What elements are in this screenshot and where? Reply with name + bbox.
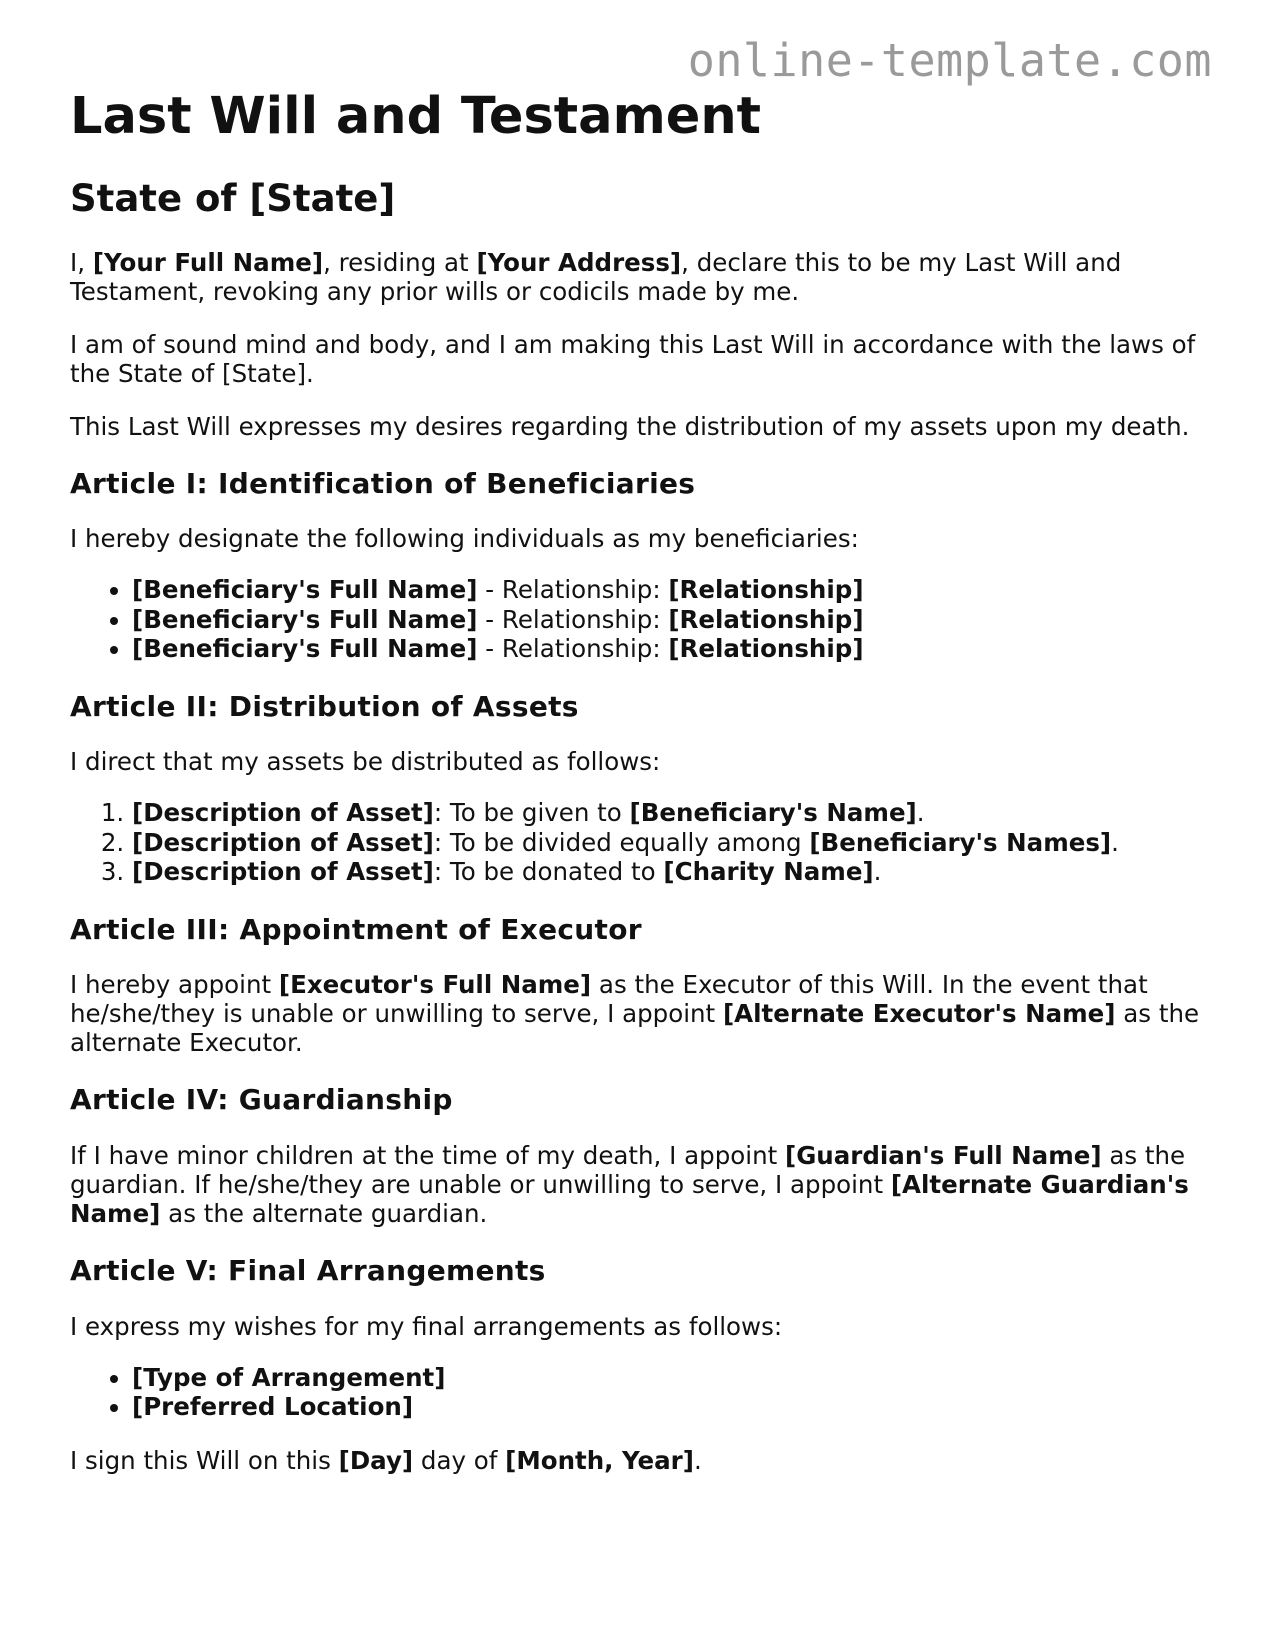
article-2-intro: I direct that my assets be distributed as follows: bbox=[70, 747, 661, 777]
intro-declaration: I, [Your Full Name], residing at [Your Address], declare this to be my Last Will and Testament, revoking any prior wills or codicils made by me. bbox=[70, 247, 1122, 306]
executor-name-placeholder: [Executor's Full Name] bbox=[278, 970, 592, 1000]
list-item: • [Beneficiary's Full Name] - Relationship: [Relationship] bbox=[132, 634, 1210, 664]
list-item: 2. [Description of Asset]: To be divided equally among [Beneficiary's Names]. bbox=[132, 828, 1210, 858]
watermark: online-template.com bbox=[687, 34, 1212, 87]
list-item: • [Beneficiary's Full Name] - Relationship: [Relationship] bbox=[132, 575, 1210, 605]
guardian-name-placeholder: [Guardian's Full Name] bbox=[785, 1140, 1102, 1170]
alternate-executor-placeholder: [Alternate Executor's Name] bbox=[722, 999, 1116, 1029]
article-1-heading: Article I: Identification of Beneficiaries bbox=[70, 466, 696, 500]
article-5-intro: I express my wishes for my final arrangements as follows: bbox=[70, 1311, 783, 1341]
list-item: • [Type of Arrangement] bbox=[132, 1363, 1210, 1393]
executor-appointment: I hereby appoint [Executor's Full Name] as the Executor of this Will. In the event that he/she/they is unable or unwilling to serve, I appoint [Alternate Executor's Name] as the alternate Executor. bbox=[70, 970, 1200, 1058]
state-heading: State of [State] bbox=[70, 177, 396, 221]
article-5-heading: Article V: Final Arrangements bbox=[70, 1253, 546, 1287]
list-item: 3. [Description of Asset]: To be donated to [Charity Name]. bbox=[132, 857, 1210, 887]
purpose-statement: This Last Will expresses my desires regarding the distribution of my assets upon my death. bbox=[70, 411, 1190, 441]
alternate-guardian-placeholder: [Alternate Guardian's Name] bbox=[70, 1169, 1189, 1228]
document-title: Last Will and Testament bbox=[70, 87, 762, 146]
day-placeholder: [Day] bbox=[338, 1445, 414, 1475]
testator-name-placeholder: [Your Full Name] bbox=[92, 247, 324, 277]
guardianship-clause: If I have minor children at the time of my death, I appoint [Guardian's Full Name] as the guardian. If he/she/they are unable or unwilling to serve, I appoint [Alternate Guardian's Name] as the alternate guardian. bbox=[70, 1140, 1189, 1228]
asset-distribution-list bbox=[70, 798, 1210, 887]
article-3-heading: Article III: Appointment of Executor bbox=[70, 912, 642, 946]
will-document bbox=[70, 86, 1210, 1475]
sound-mind-statement: I am of sound mind and body, and I am making this Last Will in accordance with the laws of the State of [State]. bbox=[70, 329, 1196, 388]
list-item: • [Preferred Location] bbox=[132, 1392, 1210, 1422]
article-1-intro: I hereby designate the following individuals as my beneficiaries: bbox=[70, 524, 859, 554]
list-item: • [Beneficiary's Full Name] - Relationship: [Relationship] bbox=[132, 605, 1210, 635]
article-2-heading: Article II: Distribution of Assets bbox=[70, 689, 579, 723]
signing-statement: I sign this Will on this [Day] day of [Month, Year]. bbox=[70, 1445, 702, 1475]
month-year-placeholder: [Month, Year] bbox=[505, 1445, 694, 1475]
article-4-heading: Article IV: Guardianship bbox=[70, 1083, 453, 1117]
list-item: 1. [Description of Asset]: To be given to [Beneficiary's Name]. bbox=[132, 798, 1210, 828]
arrangements-list bbox=[70, 1363, 1210, 1422]
beneficiary-list bbox=[70, 575, 1210, 664]
testator-address-placeholder: [Your Address] bbox=[476, 247, 682, 277]
